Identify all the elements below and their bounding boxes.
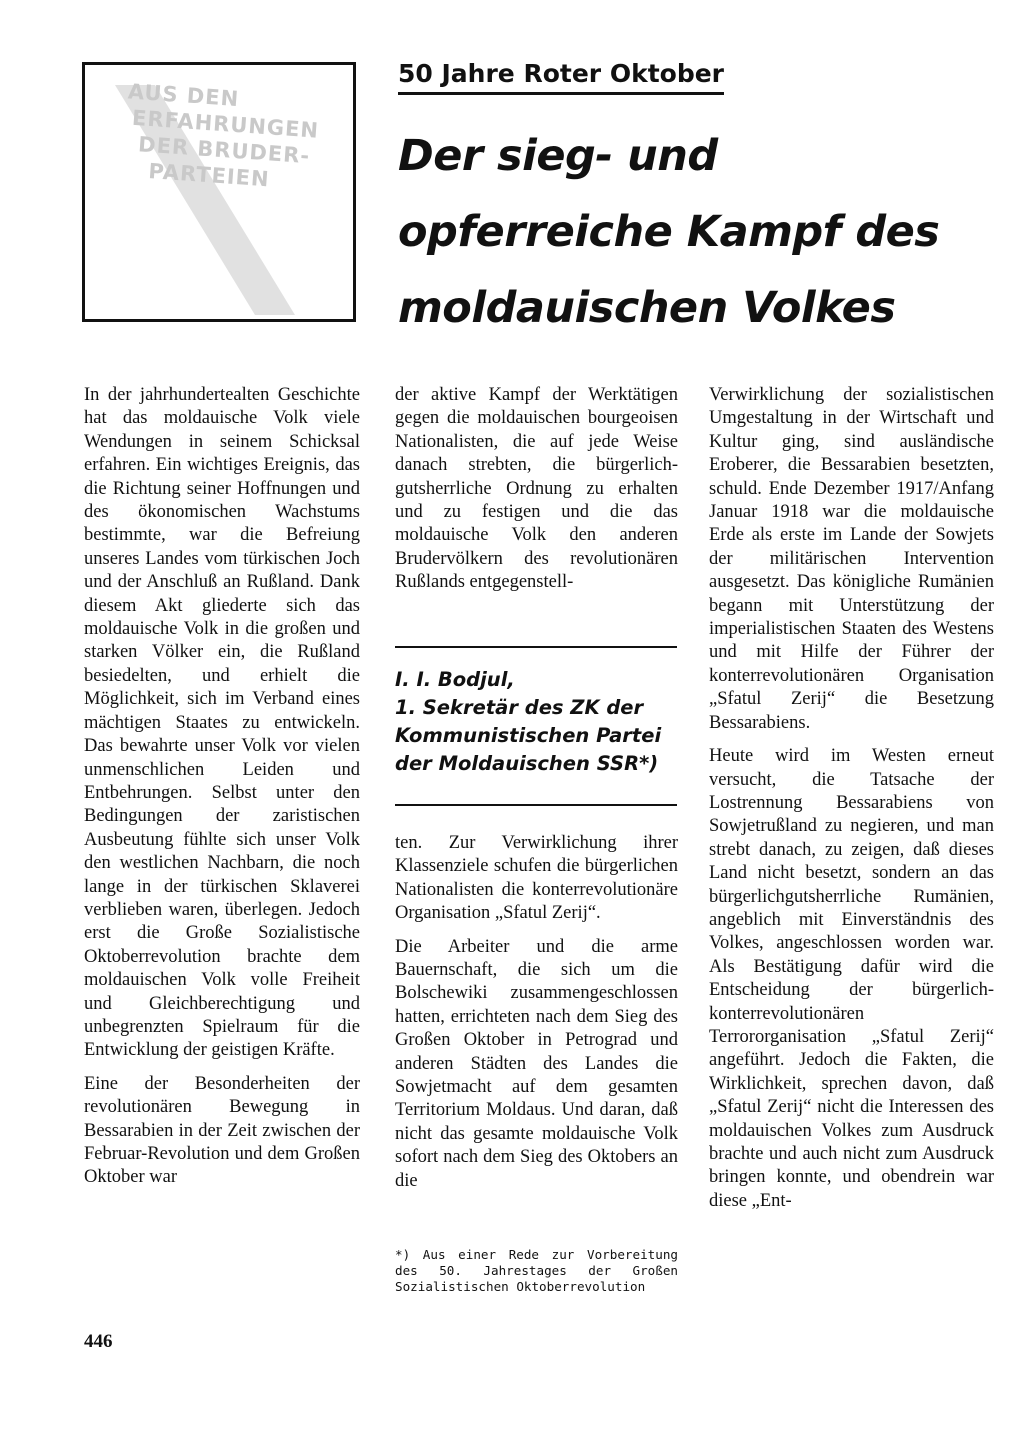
- kicker: 50 Jahre Roter Oktober: [398, 56, 724, 95]
- headline-line: opferreiche Kampf des: [398, 207, 940, 257]
- column-3: [709, 384, 994, 1223]
- paragraph: In der jahrhundertealten Geschichte hat das moldauische Volk viele Wendungen in seinem Schicksal erfahren. Ein wichtiges Ereignis, das die Richtung seiner Hoffnungen und des ökonomischen Wachstums bestimmte, war die Befreiung unseres Landes vom türkischen Joch und der Anschluß an Rußland. Dank diesem Akt gliederte sich das moldauische Volk in die großen und starken Völker ein, die Rußland besiedelten, und erhielt die Möglichkeit, sich im Verband eines mächtigen Staates zu entwickeln. Das bewahrte unser Volk vor vielen unmenschlichen Leiden und Entbehrungen. Selbst unter den Bedingungen der zaristischen Ausbeutung fühlte sich unser Volk den westlichen Nachbarn, die noch lange in der türkischen Sklaverei verblieben waren, überlegen. Jedoch erst die Große Sozialistische Oktoberrevolution brachte dem moldauischen Volk volle Freiheit und Gleichberechtigung und unbegrenzten Spielraum für die Entwicklung der geistigen Kräfte.: [84, 385, 360, 1061]
- stamp-line: AUS DEN: [127, 79, 240, 112]
- stamp-line: ERFAHRUNGEN: [131, 105, 320, 143]
- paragraph: der aktive Kampf der Werktätigen gegen die moldauischen bourgeoisen Nationalisten, die auf jede Weise danach strebten, die bürgerlich-gutsherrliche Ordnung zu erhalten und zu festigen und die das moldauische Volk den anderen Brudervölkern des revolutionären Rußlands entgegenstell-: [395, 385, 678, 593]
- headline: [398, 118, 1008, 346]
- stamp-text: [122, 78, 322, 195]
- author-role-line: 1. Sekretär des ZK der: [395, 696, 644, 719]
- stamp-box: [82, 62, 356, 322]
- column-1: [84, 384, 360, 1200]
- author-block: [395, 666, 685, 778]
- paragraph: Eine der Besonderheiten der revolutionären Bewegung in Bessarabien in der Zeit zwischen der Februar-Revolution und dem Großen Oktober war: [84, 1073, 360, 1188]
- footnote: *) Aus einer Rede zur Vorbereitung des 50. Jahrestages der Großen Sozialistischen Oktoberrevolution: [395, 1247, 678, 1294]
- stamp-line: DER BRUDER-: [137, 132, 311, 169]
- author-role-line: Kommunistischen Partei: [395, 724, 662, 747]
- column-2-bottom: [395, 832, 678, 1203]
- author-role-line: der Moldauischen SSR*): [395, 752, 659, 775]
- divider-rule: [395, 646, 677, 648]
- paragraph: ten. Zur Verwirklichung ihrer Klassenziele schufen die bürgerlichen Nationalisten die konterrevolutionäre Organisation „Sfatul Zerij“.: [395, 833, 678, 924]
- divider-rule: [395, 804, 677, 806]
- paragraph: Die Arbeiter und die arme Bauernschaft, die sich um die Bolschewiki zusammengeschlossen hatten, errichteten nach dem Sieg des Großen Oktober in Petrograd und anderen Städten des Landes die Sowjetmacht auf dem gesamten Territorium Moldaus. Und daran, daß nicht das gesamte moldauische Volk sofort nach dem Sieg des Oktobers an die: [395, 936, 678, 1191]
- author-name: I. I. Bodjul,: [395, 668, 515, 691]
- paragraph: Heute wird im Westen erneut versucht, die Tatsache der Lostrennung Bessarabiens von Sowjetrußland zu negieren, und man strebt danach, zu zeigen, daß dieses Land nicht besetzt, sondern an das bürgerlichgutsherrliche Rumänien, angeblich mit Einverständnis des Volkes, angeschlossen worden war. Als Bestätigung dafür wird die Entscheidung der bürgerlich-konterrevolutionären Terrororganisation „Sfatul Zerij“ angeführt. Jedoch die Fakten, die Wirklichkeit, sprechen davon, daß „Sfatul Zerij“ nicht die Interessen des moldauischen Volkes zum Ausdruck brachte und auch nicht zum Ausdruck bringen konnte, und obendrein war diese „Ent-: [709, 746, 994, 1211]
- headline-line: moldauischen Volkes: [398, 283, 896, 333]
- page-number: 446: [84, 1331, 113, 1352]
- column-2-top: [395, 384, 678, 605]
- stamp-line: PARTEIEN: [147, 159, 271, 192]
- paragraph: Verwirklichung der sozialistischen Umgestaltung in der Wirtschaft und Kultur ging, sind ausländische Eroberer, die Bessarabien besetzten, schuld. Ende Dezember 1917/Anfang Januar 1918 war die moldauische Erde als erste im Lande der Sowjets der militärischen Intervention ausgesetzt. Das königliche Rumänien begann mit Unterstützung der imperialistischen Staaten des Westens und mit Hilfe der Führer der konterrevolutionären Organisation „Sfatul Zerij“ die Besetzung Bessarabiens.: [709, 385, 994, 733]
- headline-line: Der sieg- und: [398, 131, 718, 181]
